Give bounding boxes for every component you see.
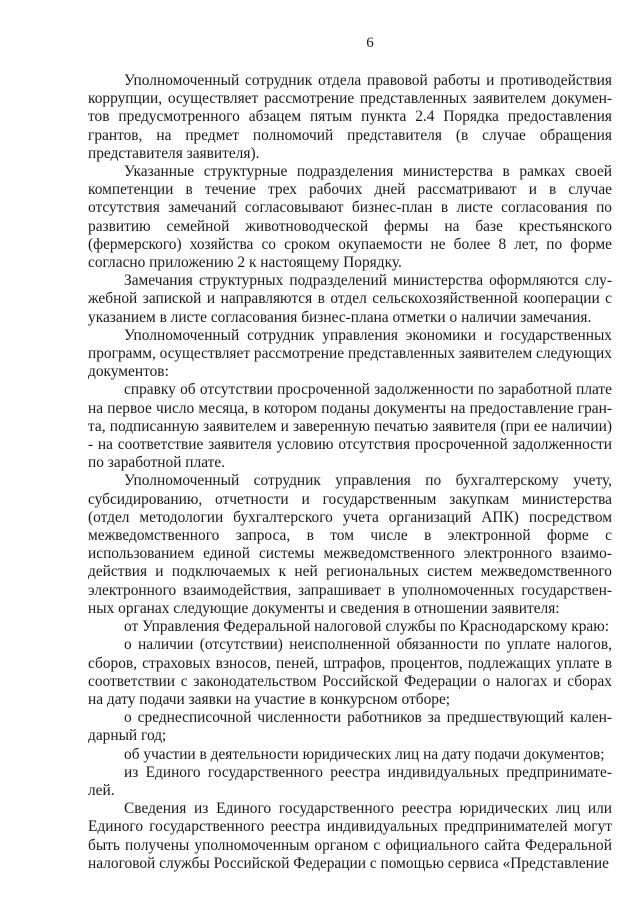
page-number: 6: [366, 35, 374, 51]
paragraph: о среднесписочной численности работников за предшествующий календарный год;: [88, 709, 612, 745]
paragraph: от Управления Федеральной налоговой службы по Краснодарскому краю:: [124, 618, 610, 636]
document-body: [88, 72, 612, 873]
paragraph: Уполномоченный сотрудник управления по бухгалтерскому учету, субсидированию, отчетности и государственным закупкам министерства (отдел методологии бухгалтерского учета организаций АПК) посредством межведомственного запроса, в том числе в электронной форме с использованием единой системы межведомственного электронного взаимодействия и подключаемых к ней региональных систем межведомственного электронного взаимодействия, запрашивает в уполномоченных государственных органах следующие документы и сведения в отношении заявителя:: [88, 472, 612, 617]
paragraph: о наличии (отсутствии) неисполненной обязанности по уплате налогов, сборов, страховых взносов, пеней, штрафов, процентов, подлежащих уплате в соответствии с законодательством Российской Федерации о налогах и сборах на дату подачи заявки на участие в конкурсном отборе;: [88, 636, 612, 708]
paragraph: Уполномоченный сотрудник отдела правовой работы и противодействия коррупции, осуществляет рассмотрение представленных заявителем документов предусмотренного абзацем пятым пункта 2.4 Порядка предоставления грантов, на предмет полномочий представителя (в случае обращения представителя заявителя).: [88, 72, 612, 162]
paragraph: справку об отсутствии просроченной задолженности по заработной плате на первое число месяца, в котором поданы документы на предоставление гранта, подписанную заявителем и заверенную печатью заявителя (при ее наличии) - на соответствие заявителя условию отсутствия просроченной задолженности по заработной плате.: [88, 381, 612, 472]
paragraph: из Единого государственного реестра индивидуальных предпринимателей.: [88, 763, 612, 799]
paragraph: Указанные структурные подразделения министерства в рамках своей компетенции в течение трех рабочих дней рассматривают и в случае отсутствия замечаний согласовывают бизнес-план в листе согласования по развитию семейной животноводческой фермы на базе крестьянского (фермерского) хозяйства со сроком окупаемости не более 8 лет, по форме согласно приложению 2 к настоящему Порядку.: [88, 163, 612, 272]
paragraph: Замечания структурных подразделений министерства оформляются служебной запиской и направляются в отдел сельскохозяйственной кооперации с указанием в листе согласования бизнес-плана отметки о наличии замечания.: [88, 272, 612, 326]
paragraph: об участии в деятельности юридических лиц на дату подачи документов;: [124, 745, 605, 763]
paragraph: Уполномоченный сотрудник управления экономики и государственных программ, осуществляет рассмотрение представленных заявителем следующих документов:: [88, 326, 612, 381]
paragraph: Сведения из Единого государственного реестра юридических лиц или Единого государственного реестра индивидуальных предпринимателей могут быть получены уполномоченным органом с официального сайта Федеральной налоговой службы Российской Федерации с помощью сервиса «Представление: [88, 800, 612, 872]
